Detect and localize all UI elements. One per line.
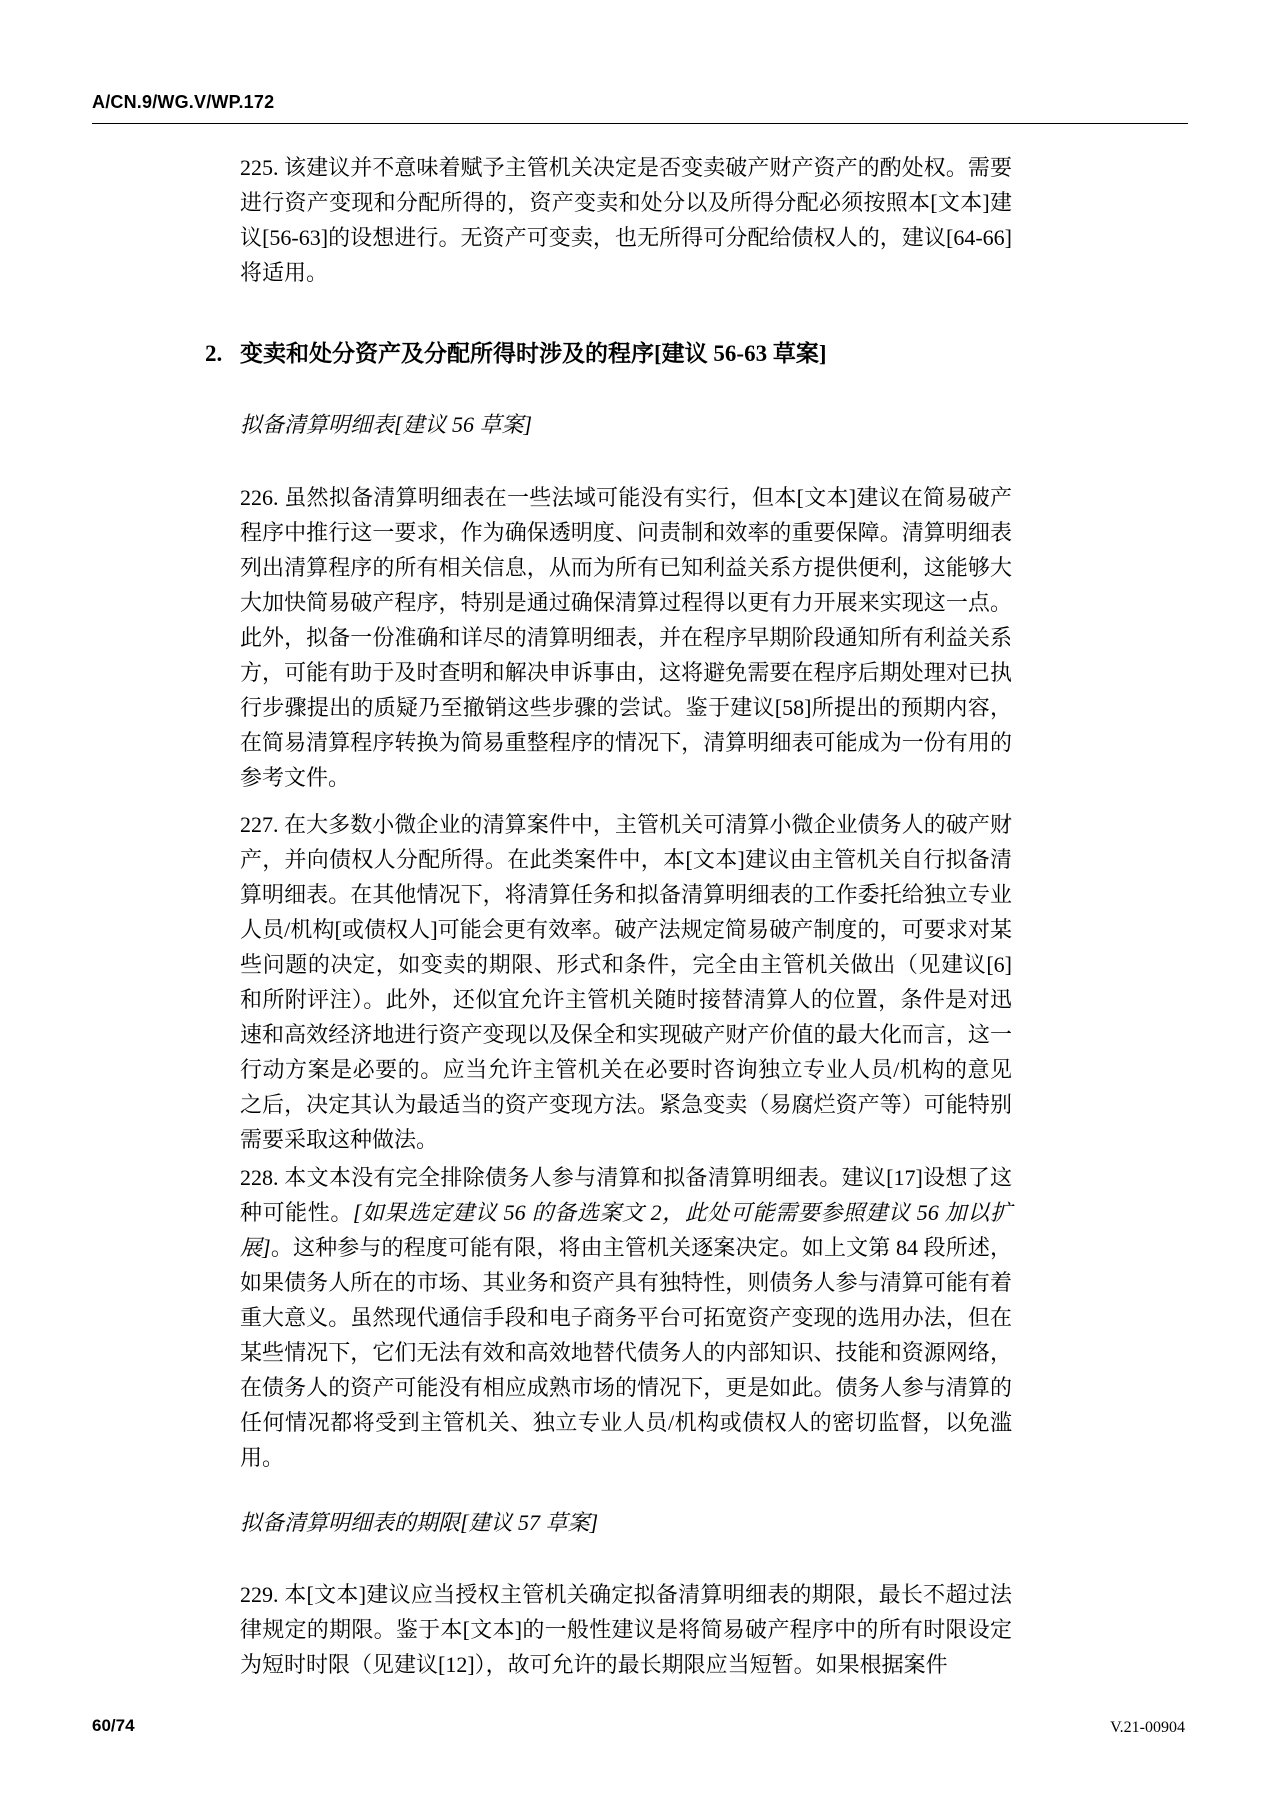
paragraph-229: 229. 本[文本]建议应当授权主管机关确定拟备清算明细表的期限，最长不超过法律规定的期限。鉴于本[文本]的一般性建议是将简易破产程序中的所有时限设定为短时时限（见建议[12]），故可允许的最长期限应当短暂。如果根据案件 xyxy=(240,1582,1012,1677)
paragraph-228-text: 228. 本文本没有完全排除债务人参与清算和拟备清算明细表。建议[17]设想了这种可能性。 xyxy=(240,1165,1012,1225)
subheading-recommendation-57: 拟备清算明细表的期限[建议 57 草案] xyxy=(240,1510,599,1535)
paragraph-227: 227. 在大多数小微企业的清算案件中，主管机关可清算小微企业债务人的破产财产，并向债权人分配所得。在此类案件中，本[文本]建议由主管机关自行拟备清算明细表。在其他情况下，将清算任务和拟备清算明细表的工作委托给独立专业人员/机构[或债权人]可能会更有效率。破产法规定简易破产制度的，可要求对某些问题的决定，如变卖的期限、形式和条件，完全由主管机关做出（见建议[6]和所附评注）。此外，还似宜允许主管机关随时接替清算人的位置，条件是对迅速和高效经济地进行资产变现以及保全和实现破产财产价值的最大化而言，这一行动方案是必要的。应当允许主管机关在必要时咨询独立专业人员/机构的意见之后，决定其认为最适当的资产变现方法。紧急变卖（易腐烂资产等）可能特别需要采取这种做法。 xyxy=(240,812,1012,1152)
doc-symbol: A/CN.9/WG.V/WP.172 xyxy=(92,92,275,112)
section-heading-2 xyxy=(205,338,1065,370)
paragraph-228-bracketed-note: [如果选定建议 56 的备选案文 2，此处可能需要参照建议 56 加以扩展] xyxy=(240,1200,1012,1260)
page-number: 60/74 xyxy=(92,1716,135,1735)
paragraph-228 xyxy=(240,1160,1012,1475)
paragraph-226: 226. 虽然拟备清算明细表在一些法域可能没有实行，但本[文本]建议在简易破产程序中推行这一要求，作为确保透明度、问责制和效率的重要保障。清算明细表列出清算程序的所有相关信息，从而为所有已知利益关系方提供便利，这能够大大加快简易破产程序，特别是通过确保清算过程得以更有力开展来实现这一点。此外，拟备一份准确和详尽的清算明细表，并在程序早期阶段通知所有利益关系方，可能有助于及时查明和解决申诉事由，这将避免需要在程序后期处理对已执行步骤提出的质疑乃至撤销这些步骤的尝试。鉴于建议[58]所提出的预期内容，在简易清算程序转换为简易重整程序的情况下，清算明细表可能成为一份有用的参考文件。 xyxy=(240,485,1012,790)
doc-code: V.21-00904 xyxy=(1110,1719,1185,1736)
section-title: 变卖和处分资产及分配所得时涉及的程序[建议 56-63 草案] xyxy=(240,341,827,366)
section-number: 2. xyxy=(205,341,223,366)
paragraph-228-text-cont: 。这种参与的程度可能有限，将由主管机关逐案决定。如上文第 84 段所述，如果债务人所在的市场、其业务和资产具有独特性，则债务人参与清算可能有着重大意义。虽然现代通信手段和电子商务平台可拓宽资产变现的选用办法，但在某些情况下，它们无法有效和高效地替代债务人的内部知识、技能和资源网络，在债务人的资产可能没有相应成熟市场的情况下，更是如此。债务人参与清算的任何情况都将受到主管机关、独立专业人员/机构或债权人的密切监督，以免滥用。 xyxy=(240,1235,1013,1470)
subheading-recommendation-56: 拟备清算明细表[建议 56 草案] xyxy=(240,412,533,437)
header-rule xyxy=(92,123,1188,124)
paragraph-225: 225. 该建议并不意味着赋予主管机关决定是否变卖破产财产资产的酌处权。需要进行资产变现和分配所得的，资产变卖和处分以及所得分配必须按照本[文本]建议[56-63]的设想进行。无资产可变卖，也无所得可分配给债权人的，建议[64-66]将适用。 xyxy=(240,155,1012,285)
